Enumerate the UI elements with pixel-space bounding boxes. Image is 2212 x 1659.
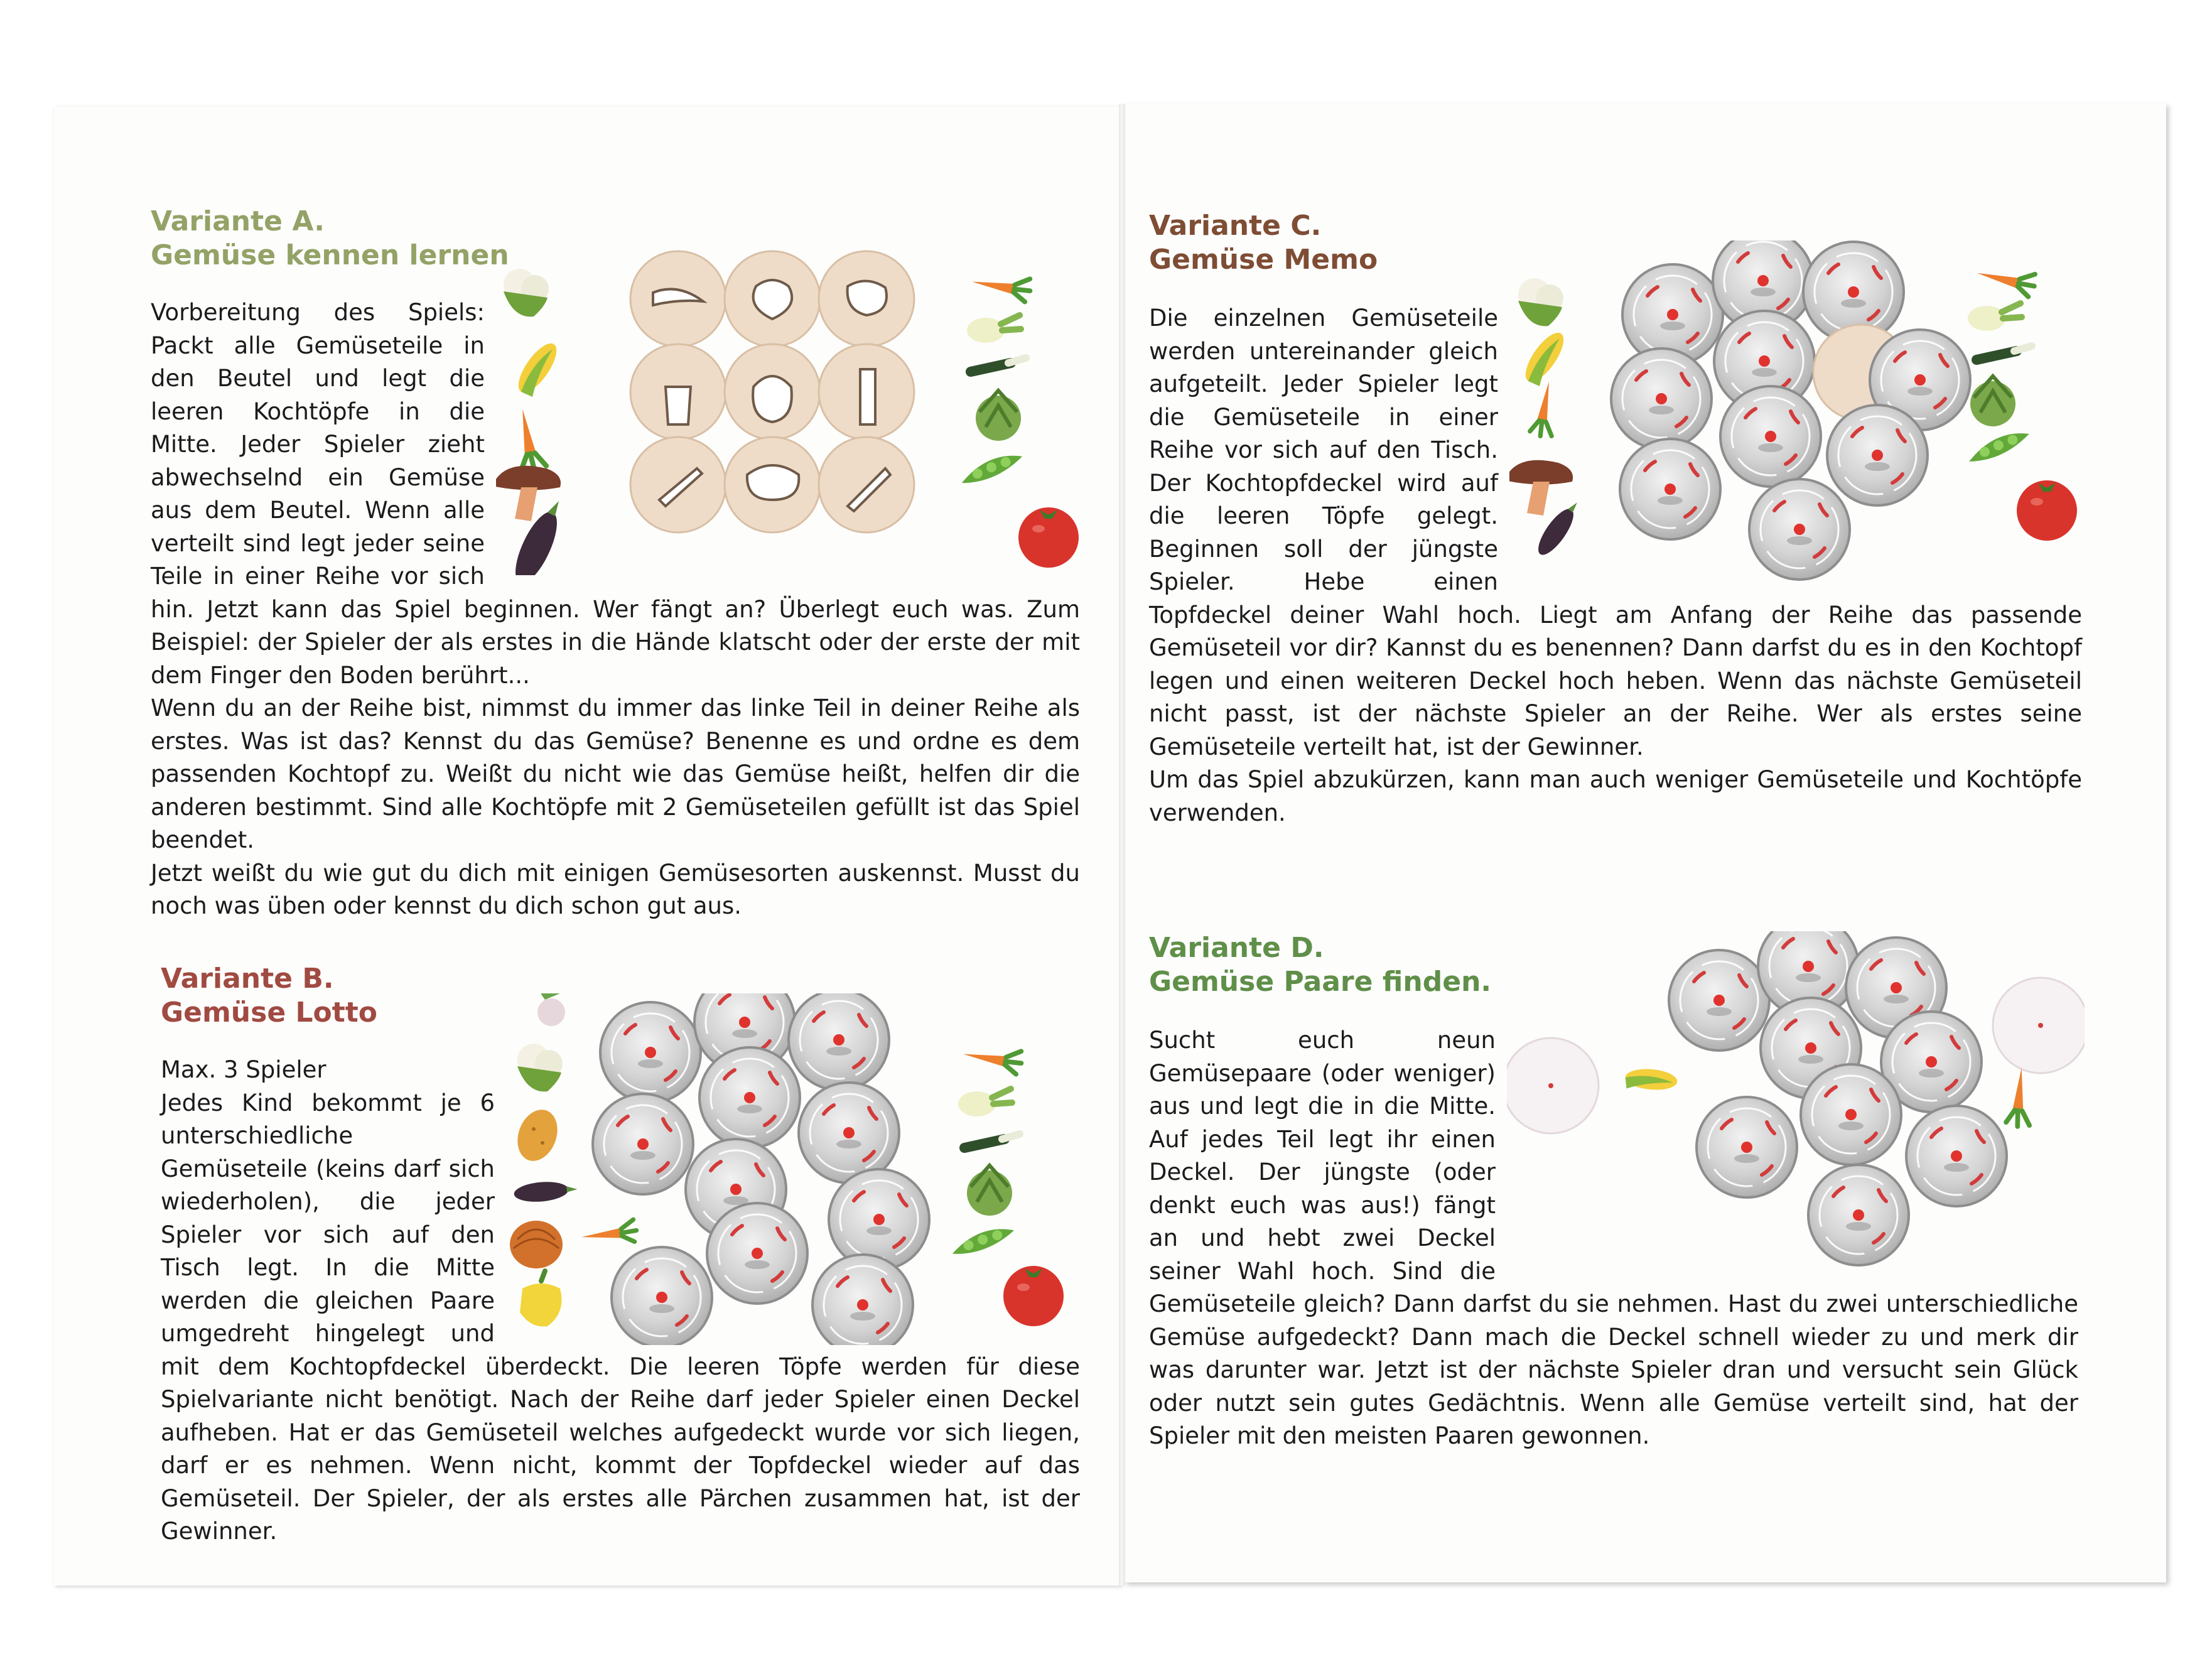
variante-b-paragraph-1: Max. 3 Spieler [161,1056,326,1083]
section-variante-c [1149,209,2082,830]
variante-b-paragraph-2: Jedes Kind bekommt je 6 unterschiedliche Gemüseteile (keins darf sich wiederholen), die jeder Spieler vor sich auf den Tisch legt. In die Mitte werden die gleichen Paare umgedreht hingelegt und mit dem Kochtopfdeckel überdeckt. Die leeren Töpfe werden für diese Spielvariante nicht benötigt. Nach der Reihe darf jeder Spieler einen Deckel aufheben. Hat er das Gemüseteil welches aufgedeckt wurde vor sich liegen, darf er es nehmen. Wenn nicht, kommt der Topfdeckel wieder auf das Gemüseteil. Der Spieler, der als erstes alle Pärchen zusammen hat, ist der Gewinner. [161,1089,1080,1545]
variante-a-paragraph-1: Vorbereitung des Spiels: Packt alle Gemüseteile in den Beutel und legt die leeren Kochtöpfe in die Mitte. Jeder Spieler zieht abwechselnd ein Gemüse aus dem Beutel. Wenn alle verteilt sind legt jeder seine Teile in einer Reihe vor sich hin. Jetzt kann das Spiel beginnen. Wer fängt an? Überlegt euch was. Zum Beispiel: der Spieler der als erstes in die Hände klatscht oder der erste der mit dem Finger den Boden berührt... [151,299,1080,689]
memo-lids-illustration [1509,240,2085,587]
pairs-lids-illustration [1507,931,2085,1283]
section-variante-d [1149,931,2078,1453]
variante-c-title-line2: Gemüse Memo [1149,244,1378,276]
variante-d-paragraph-1: Sucht euch neun Gemüsepaare (oder weniger) aus und legt die in die Mitte. Auf jedes Teil legt ihr einen Deckel. Der jüngste (oder denkt euch was aus!) fängt an und hebt zwei Deckel seiner Wahl hoch. Sind die Gemüseteile gleich? Dann darfst du sie nehmen. Hast du zwei unterschiedliche Gemüse aufgedeckt? Dann mach die Deckel schnell wieder zu und merk dir was darunter war. Jetzt ist der nächste Spieler dran und versucht sein Glück oder nutzt sein gutes Gedächtnis. Wenn alle Gemüse verteilt sind, hat der Spieler mit den meisten Paaren gewonnen. [1149,1027,2078,1449]
variante-b-title-line2: Gemüse Lotto [161,997,378,1029]
variante-a-body [151,296,1080,923]
variante-c-title-line1: Variante C. [1149,210,1322,242]
variante-d-body [1149,1024,2078,1453]
section-variante-a [151,205,1080,923]
variante-a-paragraph-3: Jetzt weißt du wie gut du dich mit einigen Gemüsesorten auskennst. Musst du noch was üben oder kennst du dich schon gut aus. [151,859,1080,919]
variante-c-paragraph-1: Die einzelnen Gemüseteile werden untereinander gleich aufgeteilt. Jeder Spieler legt die Gemüseteile in einer Reihe vor sich auf den Tisch. Der Kochtopfdeckel wird auf die leeren Töpfe gelegt. Beginnen soll der jüngste Spieler. Hebe einen Topfdeckel deiner Wahl hoch. Liegt am Anfang der Reihe das passende Gemüseteil vor dir? Kannst du es benennen? Dann darfst du es in den Kochtopf legen und einen weiteren Deckel hoch heben. Wenn das nächste Gemüseteil nicht passt, ist der nächste Spieler an der Reihe. Wer als erstes seine Gemüseteile verteilt hat, ist der Gewinner. [1149,305,2082,760]
variante-d-title-line2: Gemüse Paare finden. [1149,966,1492,998]
figure-lotto-lids [506,993,1084,1345]
figure-wooden-pots [496,236,1086,575]
wooden-pots-illustration [496,236,1086,575]
page-fold [1119,104,1125,1586]
variante-b-body [161,1054,1080,1548]
figure-memo-lids [1509,240,2085,587]
variante-a-title-line1: Variante A. [151,205,325,237]
variante-d-title-line1: Variante D. [1149,932,1324,964]
variante-a-paragraph-2: Wenn du an der Reihe bist, nimmst du immer das linke Teil in deiner Reihe als erstes. Was ist das? Kennst du das Gemüse? Benenne es und ordne es dem passenden Kochtopf zu. Weißt du nicht wie das Gemüse heißt, helfen dir die anderen bestimmt. Sind alle Kochtöpfe mit 2 Gemüseteilen gefüllt ist das Spiel beendet. [151,694,1080,853]
section-variante-b [161,962,1080,1548]
variante-b-title-line1: Variante B. [161,963,334,995]
variante-a-title-line2: Gemüse kennen lernen [151,239,509,271]
figure-pairs-lids [1507,931,2085,1283]
lotto-lids-illustration [506,993,1084,1345]
variante-c-body [1149,302,2082,830]
variante-c-paragraph-2: Um das Spiel abzukürzen, kann man auch weniger Gemüseteile und Kochtöpfe verwenden. [1149,766,2082,826]
